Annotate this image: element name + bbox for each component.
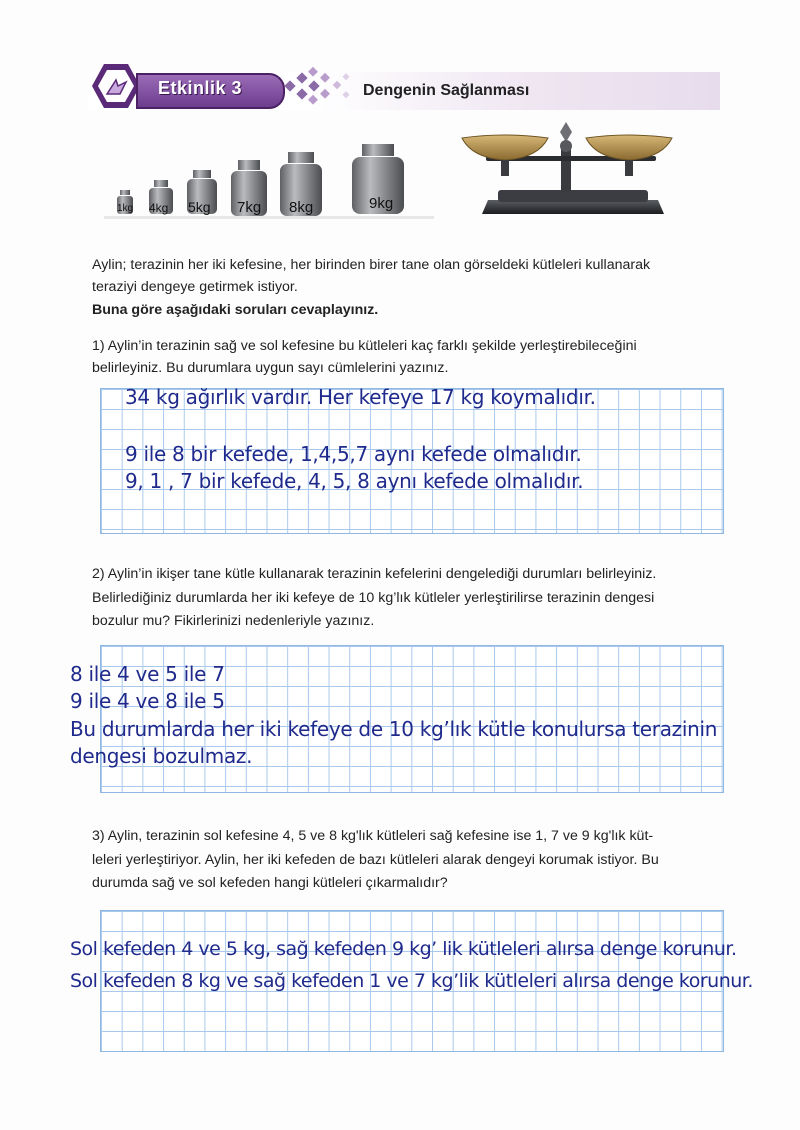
- decorative-dots-icon: [282, 66, 362, 110]
- balance-scale-icon: [458, 118, 688, 230]
- question-2-line-3: bozulur mu? Fikirlerinizi nedenleriyle yazınız.: [92, 613, 375, 629]
- question-1-line-2: belirleyiniz. Bu durumlara uygun sayı cümlelerini yazınız.: [92, 360, 449, 376]
- weight-label: 5kg: [188, 199, 211, 215]
- question-2-line-1: 2) Aylin’in ikişer tane kütle kullanarak terazinin kefelerini dengelediği durumları belirleyiniz.: [92, 566, 657, 582]
- instruction-text: Buna göre aşağıdaki soruları cevaplayınız.: [92, 302, 379, 318]
- answer-3-line-2: Sol kefeden 8 kg ve sağ kefeden 1 ve 7 kg’lik kütleleri alırsa denge korunur.: [70, 970, 753, 992]
- answer-2-line-3: Bu durumlarda her iki kefeye de 10 kg’lık kütle konulursa terazinin: [70, 717, 718, 741]
- weight-label: 4kg: [149, 201, 169, 215]
- intro-line-2: teraziyi dengeye getirmek istiyor.: [92, 279, 298, 295]
- question-3-line-3: durumda sağ ve sol kefeden hangi kütleleri çıkarmalıdır?: [92, 875, 448, 891]
- answer-1-line-3: 9, 1 , 7 bir kefede, 4, 5, 8 aynı kefede olmalıdır.: [125, 469, 584, 493]
- answer-2-line-4: dengesi bozulmaz.: [70, 744, 253, 768]
- activity-symbol-icon: [104, 76, 130, 98]
- activity-label: Etkinlik 3: [158, 78, 243, 98]
- weight-label: 9kg: [369, 195, 394, 212]
- weight-label: 7kg: [237, 199, 262, 216]
- question-2-line-2: Belirlediğiniz durumlarda her iki kefeye de 10 kg’lık kütleler yerleştirilirse terazinin dengesi: [92, 590, 655, 606]
- activity-title: Dengenin Sağlanması: [363, 82, 530, 99]
- question-3-line-1: 3) Aylin, terazinin sol kefesine 4, 5 ve 8 kg'lık kütleleri sağ kefesine ise 1, 7 ve 9 kg'lık küt-: [92, 828, 654, 844]
- intro-line-1: Aylin; terazinin her iki kefesine, her birinden birer tane olan görseldeki kütleleri kullanarak: [92, 257, 651, 273]
- weight-label: 8kg: [289, 199, 314, 216]
- question-1-line-1: 1) Aylin’in terazinin sağ ve sol kefesine bu kütleleri kaç farklı şekilde yerleştirebileceğini: [92, 338, 637, 354]
- answer-3-line-1: Sol kefeden 4 ve 5 kg, sağ kefeden 9 kg’ lik kütleleri alırsa denge korunur.: [70, 938, 737, 960]
- weights-illustration: [104, 140, 434, 236]
- question-3-line-2: leleri yerleştiriyor. Aylin, her iki kefeden de bazı kütleleri alarak dengeyi korumak istiyor. Bu: [92, 852, 659, 868]
- answer-1-line-1: 34 kg ağırlık vardır. Her kefeye 17 kg koymalıdır.: [125, 385, 596, 409]
- answer-2-line-2: 9 ile 4 ve 8 ile 5: [70, 689, 225, 713]
- answer-1-line-2: 9 ile 8 bir kefede, 1,4,5,7 aynı kefede olmalıdır.: [125, 442, 582, 466]
- weight-label: 1kg: [117, 203, 134, 214]
- answer-2-line-1: 8 ile 4 ve 5 ile 7: [70, 662, 225, 686]
